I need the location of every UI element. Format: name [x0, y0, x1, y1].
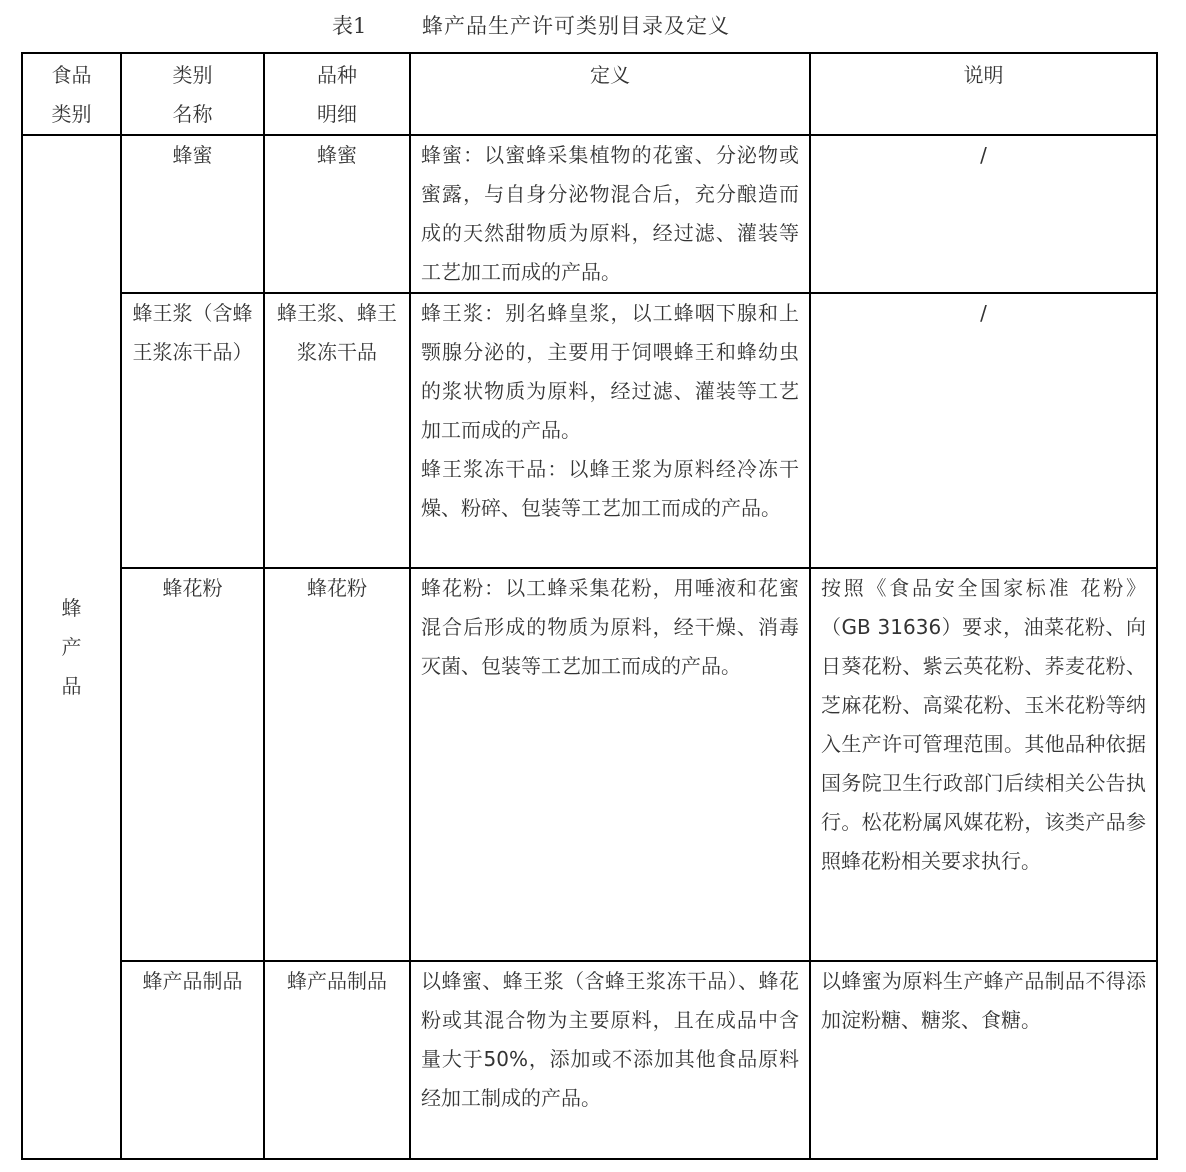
table-caption [0, 8, 1186, 44]
header-definition: 定义 [410, 53, 810, 135]
variety-cell: 蜂蜜 [264, 135, 410, 293]
header-variety: 品种 明细 [264, 53, 410, 135]
note-cell: 按照《食品安全国家标准 花粉》（GB 31636）要求，油菜花粉、向日葵花粉、紫云英花粉、荞麦花粉、芝麻花粉、高粱花粉、玉米花粉等纳入生产许可管理范围。其他品种依据国务院卫生行政部门后续相关公告执行。松花粉属风媒花粉，该类产品参照蜂花粉相关要求执行。 [810, 568, 1157, 961]
definition-cell: 蜂王浆：别名蜂皇浆，以工蜂咽下腺和上颚腺分泌的，主要用于饲喂蜂王和蜂幼虫的浆状物质为原料，经过滤、灌装等工艺加工而成的产品。 蜂王浆冻干品：以蜂王浆为原料经冷冻干燥、粉碎、包装等工艺加工而成的产品。 [410, 293, 810, 568]
food-category-cell: 蜂 产 品 [22, 135, 121, 1159]
header-row [22, 53, 1157, 135]
table-row [22, 293, 1157, 568]
table-row [22, 961, 1157, 1159]
class-name-cell: 蜂花粉 [121, 568, 264, 961]
class-name-cell: 蜂产品制品 [121, 961, 264, 1159]
header-note: 说明 [810, 53, 1157, 135]
note-cell: / [810, 293, 1157, 568]
class-name-cell: 蜂蜜 [121, 135, 264, 293]
variety-cell: 蜂产品制品 [264, 961, 410, 1159]
definition-cell: 蜂蜜：以蜜蜂采集植物的花蜜、分泌物或蜜露，与自身分泌物混合后，充分酿造而成的天然甜物质为原料，经过滤、灌装等工艺加工而成的产品。 [410, 135, 810, 293]
note-cell: 以蜂蜜为原料生产蜂产品制品不得添加淀粉糖、糖浆、食糖。 [810, 961, 1157, 1159]
note-cell: / [810, 135, 1157, 293]
table-row [22, 135, 1157, 293]
bee-product-table [21, 52, 1158, 1160]
definition-cell: 蜂花粉：以工蜂采集花粉，用唾液和花蜜混合后形成的物质为原料，经干燥、消毒灭菌、包装等工艺加工而成的产品。 [410, 568, 810, 961]
variety-cell: 蜂王浆、蜂王浆冻干品 [264, 293, 410, 568]
table-row [22, 568, 1157, 961]
caption-number: 表1 [332, 14, 367, 38]
header-class-name: 类别 名称 [121, 53, 264, 135]
class-name-cell: 蜂王浆（含蜂王浆冻干品） [121, 293, 264, 568]
header-food-category: 食品 类别 [22, 53, 121, 135]
definition-cell: 以蜂蜜、蜂王浆（含蜂王浆冻干品）、蜂花粉或其混合物为主要原料，且在成品中含量大于50%，添加或不添加其他食品原料经加工制成的产品。 [410, 961, 810, 1159]
caption-title: 蜂产品生产许可类别目录及定义 [422, 14, 730, 38]
variety-cell: 蜂花粉 [264, 568, 410, 961]
